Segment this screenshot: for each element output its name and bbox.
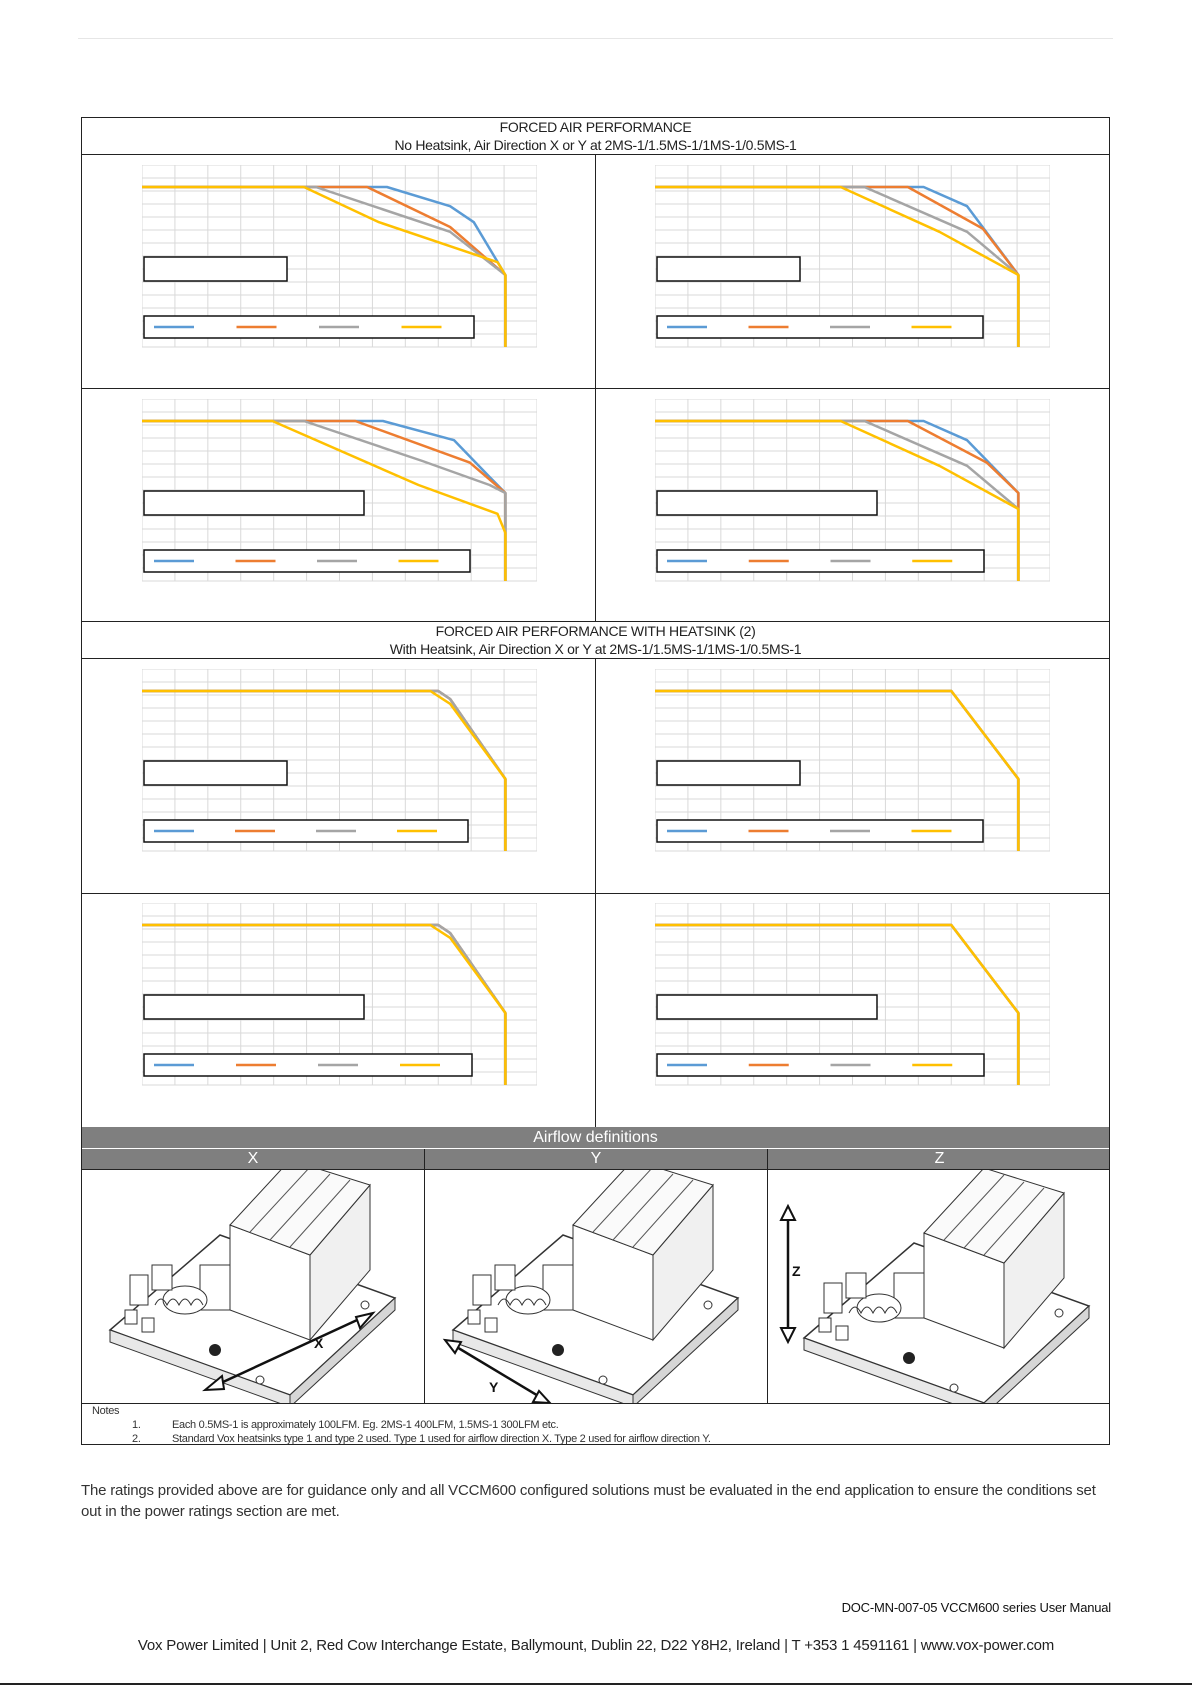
psu-module: [453, 1170, 738, 1403]
chart-svg: [655, 903, 1050, 1087]
chart-label-box: [144, 491, 364, 515]
chart-svg: [142, 669, 537, 853]
section2-subtitle: With Heatsink, Air Direction X or Y at 2MS-1/1.5MS-1/1MS-1/0.5MS-1: [389, 641, 802, 657]
note-2: [92, 1432, 711, 1446]
chart-4: [655, 399, 1050, 583]
note-number: 1.: [132, 1419, 141, 1431]
z-axis-label: Z: [792, 1263, 801, 1279]
company-footer: Vox Power Limited | Unit 2, Red Cow Interchange Estate, Ballymount, Dublin 22, D22 Y8H2, Ireland | T +353 1 4591161 | www.vox-power.com: [137, 1637, 1055, 1654]
chart-svg: [142, 903, 537, 1087]
psu-drawing: [82, 1170, 424, 1403]
x-axis-label: X: [314, 1335, 324, 1351]
airflow-z-header: Z: [934, 1150, 945, 1167]
note-text: Standard Vox heatsinks type 1 and type 2 used. Type 1 used for airflow direction X. Type 2 used for airflow direction Y.: [172, 1433, 711, 1445]
chart-label-box: [144, 995, 364, 1019]
airflow-z-illustration: [768, 1170, 1111, 1403]
chart-label-box: [657, 995, 877, 1019]
y-axis-label: Y: [489, 1379, 499, 1395]
column-divider: [595, 154, 596, 621]
document-reference: DOC-MN-007-05 VCCM600 series User Manual: [841, 1600, 1111, 1615]
chart-svg: [655, 399, 1050, 583]
chart-label-box: [657, 491, 877, 515]
chart-5: [142, 669, 537, 853]
chart-svg: [655, 165, 1050, 349]
airflow-x-illustration: [82, 1170, 424, 1403]
note-text: Each 0.5MS-1 is approximately 100LFM. Eg. 2MS-1 400LFM, 1.5MS-1 300LFM etc.: [172, 1419, 559, 1431]
chart-svg: [655, 669, 1050, 853]
chart-2: [655, 165, 1050, 349]
airflow-y-illustration: [425, 1170, 767, 1403]
chart-svg: [142, 165, 537, 349]
performance-table: [81, 117, 1110, 1445]
airflow-y-header: Y: [590, 1150, 602, 1167]
airflow-title: Airflow definitions: [82, 1127, 1109, 1148]
note-1: [92, 1418, 559, 1432]
chart-3: [142, 399, 537, 583]
chart-svg: [142, 399, 537, 583]
psu-drawing: [768, 1170, 1111, 1403]
notes-heading: Notes: [92, 1405, 120, 1417]
section2-title: FORCED AIR PERFORMANCE WITH HEATSINK (2): [435, 623, 756, 639]
note-number: 2.: [132, 1433, 141, 1445]
chart-label-box: [144, 257, 287, 281]
notes: [92, 1404, 711, 1446]
section1-title: FORCED AIR PERFORMANCE: [499, 119, 692, 135]
chart-8: [655, 903, 1050, 1087]
airflow-axis-header: [82, 1149, 1109, 1169]
chart-1: [142, 165, 537, 349]
chart-label-box: [657, 257, 800, 281]
top-rule: [78, 38, 1113, 39]
psu-drawing: [425, 1170, 767, 1403]
section1-subtitle: No Heatsink, Air Direction X or Y at 2MS-1/1.5MS-1/1MS-1/0.5MS-1: [394, 137, 797, 153]
column-divider: [595, 658, 596, 1127]
chart-label-box: [144, 761, 287, 785]
divider: [82, 1403, 1109, 1404]
chart-label-box: [657, 761, 800, 785]
chart-6: [655, 669, 1050, 853]
psu-module: [804, 1170, 1089, 1403]
guidance-paragraph: The ratings provided above are for guidance only and all VCCM600 configured solutions must be evaluated in the end application to ensure the conditions set out in the power ratings section are met.: [81, 1482, 1096, 1520]
chart-7: [142, 903, 537, 1087]
airflow-x-header: X: [247, 1150, 259, 1167]
